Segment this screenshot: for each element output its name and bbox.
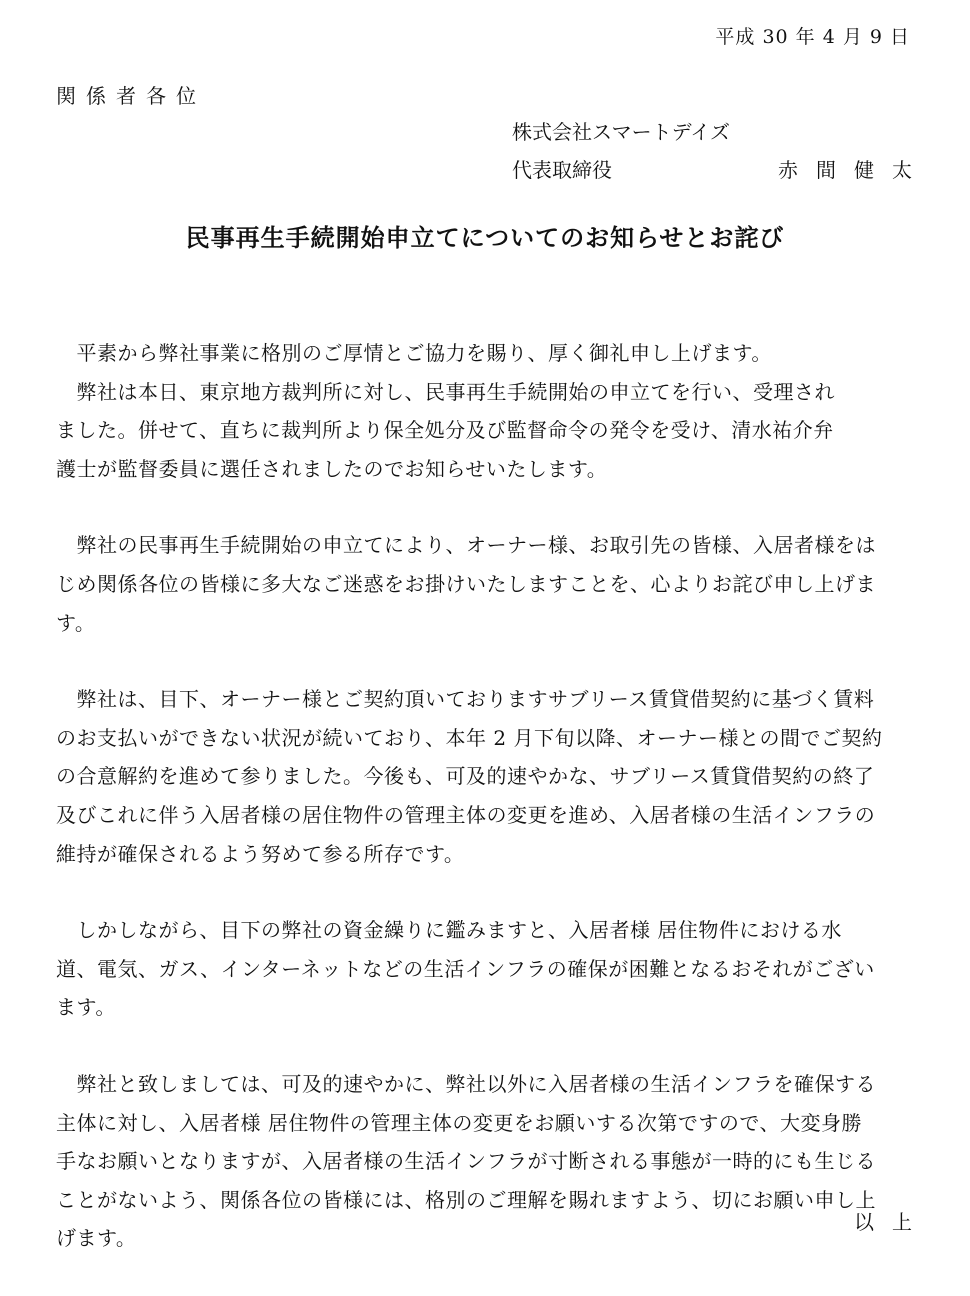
paragraph-line: 維持が確保されるよう努めて参る所存です。 bbox=[56, 841, 465, 866]
paragraph-line: 及びこれに伴う入居者様の居住物件の管理主体の変更を進め、入居者様の生活インフラの bbox=[56, 802, 876, 827]
paragraph-line: の合意解約を進めて参りました。今後も、可及的速やかな、サブリース賃貸借契約の終了 bbox=[56, 764, 875, 789]
paragraph-2 bbox=[56, 526, 916, 642]
paragraph-1 bbox=[56, 334, 916, 488]
paragraph-line: しかしながら、目下の弊社の資金繰りに鑑みますと、入居者様 居住物件における水 bbox=[56, 918, 842, 943]
paragraph-line: 手なお願いとなりますが、入居者様の生活インフラが寸断される事態が一時的にも生じる bbox=[56, 1149, 876, 1174]
recipient-line: 関係者各位 bbox=[56, 84, 206, 108]
representative-name: 赤間健太 bbox=[778, 158, 930, 182]
paragraph-line: のお支払いができない状況が続いており、本年 2 月下旬以降、オーナー様との間でご契約 bbox=[56, 725, 883, 750]
paragraph-line: す。 bbox=[56, 610, 96, 635]
paragraph-gap bbox=[56, 488, 916, 526]
closing-mark: 以上 bbox=[854, 1210, 930, 1234]
document-date: 平成 30 年 4 月 9 日 bbox=[715, 26, 910, 48]
document-body bbox=[56, 334, 916, 1296]
paragraph-line: 弊社の民事再生手続開始の申立てにより、オーナー様、お取引先の皆様、入居者様をは bbox=[56, 533, 876, 558]
paragraph-line: ます。 bbox=[56, 995, 116, 1020]
company-name: 株式会社スマートデイズ bbox=[512, 120, 730, 144]
paragraph-line: げます。 bbox=[56, 1226, 137, 1251]
paragraph-line: 弊社は本日、東京地方裁判所に対し、民事再生手続開始の申立てを行い、受理され bbox=[56, 379, 835, 404]
representative-title: 代表取締役 bbox=[512, 158, 612, 182]
paragraph-line: 弊社は、目下、オーナー様とご契約頂いておりますサブリース賃貸借契約に基づく賃料 bbox=[56, 687, 875, 712]
paragraph-line: 道、電気、ガス、インターネットなどの生活インフラの確保が困難となるおそれがござい bbox=[56, 956, 875, 981]
paragraph-5 bbox=[56, 1065, 916, 1258]
paragraph-line: じめ関係各位の皆様に多大なご迷惑をお掛けいたしますことを、心よりお詫び申し上げま bbox=[56, 571, 876, 596]
paragraph-line: ました。併せて、直ちに裁判所より保全処分及び監督命令の発令を受け、清水祐介弁 bbox=[56, 418, 834, 443]
document-title: 民事再生手続開始申立てについてのお知らせとお詫び bbox=[185, 224, 785, 252]
paragraph-line: 護士が監督委員に選任されましたのでお知らせいたします。 bbox=[56, 456, 608, 481]
paragraph-line: 主体に対し、入居者様 居住物件の管理主体の変更をお願いする次第ですので、大変身勝 bbox=[56, 1110, 862, 1135]
paragraph-4 bbox=[56, 911, 916, 1027]
paragraph-line: 弊社と致しましては、可及的速やかに、弊社以外に入居者様の生活インフラを確保する bbox=[56, 1071, 876, 1096]
paragraph-3 bbox=[56, 680, 916, 873]
paragraph-line: ことがないよう、関係各位の皆様には、格別のご理解を賜れますよう、切にお願い申し上 bbox=[56, 1187, 876, 1212]
paragraph-line: 平素から弊社事業に格別のご厚情とご協力を賜り、厚く御礼申し上げます。 bbox=[56, 341, 772, 365]
